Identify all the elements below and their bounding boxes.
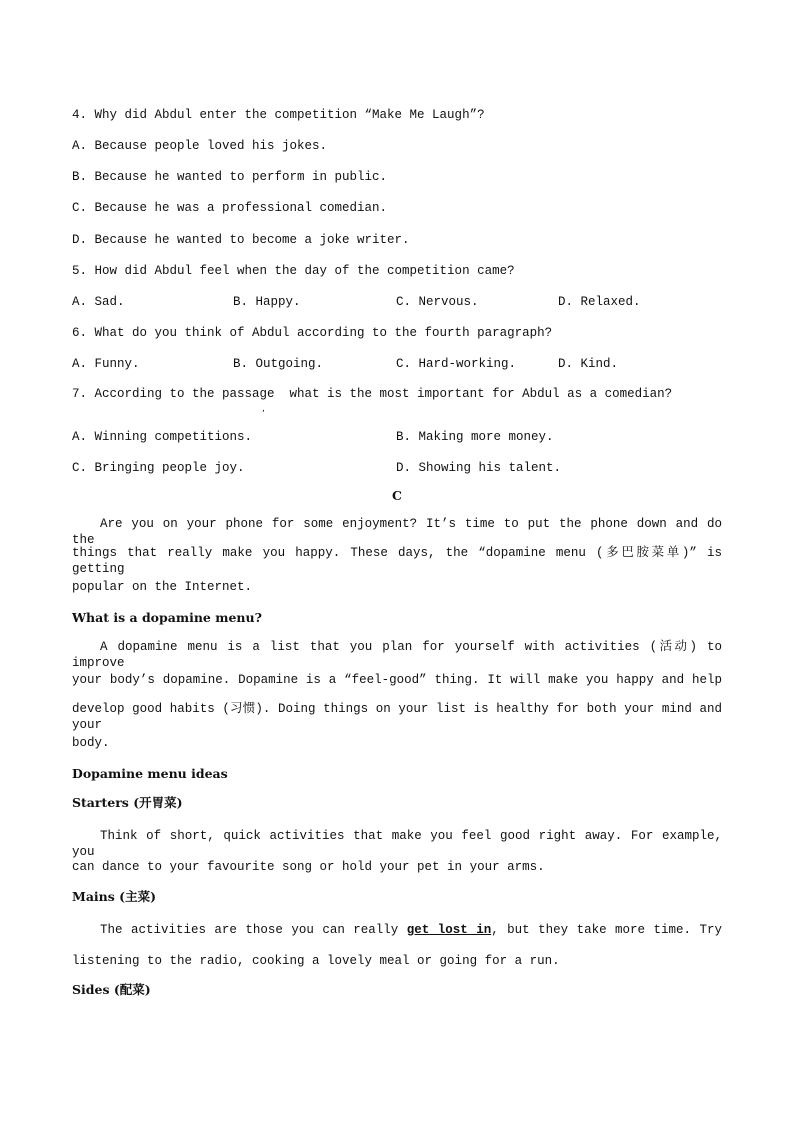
para1-line-2: your body’s dopamine. Dopamine is a “feel-good” thing. It will make you happy and help [72,673,722,687]
question-7-option-a: A. Winning competitions. [72,430,253,444]
question-6-option-c: C. Hard-working. [396,357,517,371]
question-7-option-d: D. Showing his talent. [396,461,562,475]
intro-line-3: popular on the Internet. [72,580,253,594]
heading-mains: Mains (主菜) [72,889,156,904]
section-label: C [392,488,402,503]
para1-line-3: develop good habits (习惯). Doing things on your list is healthy for both your mind and your [72,702,722,732]
intro-line-1: Are you on your phone for some enjoyment? It’s time to put the phone down and do the [72,517,722,547]
question-6-stem: 6. What do you think of Abdul according to the fourth paragraph? [72,326,553,340]
question-5-stem: 5. How did Abdul feel when the day of the competition came? [72,264,515,278]
mains-line-1 [72,922,722,938]
question-4-stem: 4. Why did Abdul enter the competition “Make Me Laugh”? [72,108,485,122]
question-4-option-c: C. Because he was a professional comedian. [72,201,388,215]
question-7-option-c: C. Bringing people joy. [72,461,245,475]
comma-mark: , [262,404,265,414]
heading-what-is: What is a dopamine menu? [72,610,262,625]
question-7-stem: 7. According to the passage what is the most important for Abdul as a comedian? [72,387,673,401]
mains-line-1-post: , but they take more time. Try [491,923,722,937]
underlined-phrase: get lost in [406,923,492,937]
heading-starters: Starters (开胃菜) [72,795,183,810]
starters-line-2: can dance to your favourite song or hold your pet in your arms. [72,860,545,874]
para1-line-4: body. [72,736,110,750]
mains-line-1-pre: The activities are those you can really [100,923,407,937]
question-4-option-d: D. Because he wanted to become a joke writer. [72,233,410,247]
question-5-option-b: B. Happy. [233,295,301,309]
question-5-option-c: C. Nervous. [396,295,479,309]
question-4-option-b: B. Because he wanted to perform in public. [72,170,388,184]
heading-menu-ideas: Dopamine menu ideas [72,766,228,781]
intro-line-2: things that really make you happy. These days, the “dopamine menu (多巴胺菜单)” is getting [72,546,722,576]
mains-line-2: listening to the radio, cooking a lovely meal or going for a run. [72,954,560,968]
para1-line-1: A dopamine menu is a list that you plan for yourself with activities (活动) to improve [72,640,722,670]
starters-line-1: Think of short, quick activities that make you feel good right away. For example, you [72,829,722,859]
heading-sides: Sides (配菜) [72,982,151,997]
question-5-option-d: D. Relaxed. [558,295,641,309]
question-5-option-a: A. Sad. [72,295,125,309]
question-4-option-a: A. Because people loved his jokes. [72,139,328,153]
question-6-option-a: A. Funny. [72,357,140,371]
question-6-option-d: D. Kind. [558,357,619,371]
question-6-option-b: B. Outgoing. [233,357,324,371]
question-7-option-b: B. Making more money. [396,430,554,444]
